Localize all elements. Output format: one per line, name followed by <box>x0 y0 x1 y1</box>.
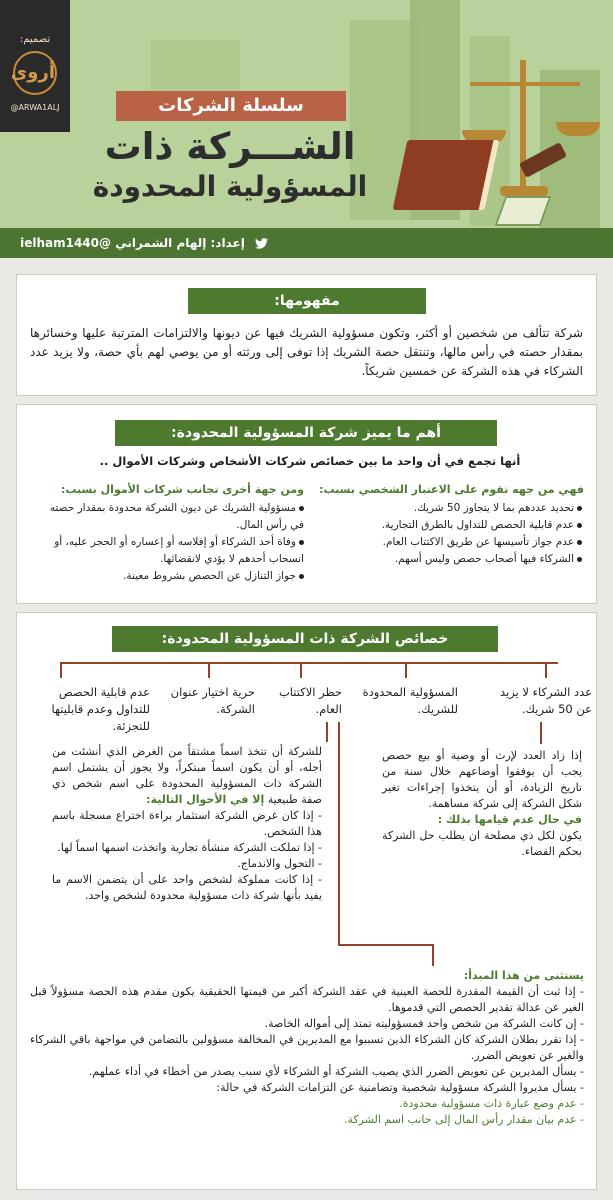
tree-connector <box>338 944 434 946</box>
distinct-right-heading: فهي من جهه تقوم على الاعتبار الشخصي بسبب: <box>319 483 584 496</box>
list-item <box>318 534 582 551</box>
list-item-text: مسؤولية الشريك عن ديون الشركة محدودة بمقدار حصته في رأس المال. <box>49 502 304 531</box>
scale-arm <box>470 82 580 86</box>
designer-badge <box>0 0 70 132</box>
name-block-item: - إذا كان غرض الشركة استثمار براءة اختراع مسجلة باسم هذا الشخص. <box>52 809 322 838</box>
bullet-icon <box>577 557 582 562</box>
exception-item: - إذا تقرر بطلان الشركة كان الشركاء الذين تسببوا مع المديرين في المخالفة مسؤولين بالتضامن في مواجهة باقي الشركاء والغير عن تعويض الضرر. <box>30 1033 584 1062</box>
name-block-item: - إذا كانت مملوكة لشخص واحد على أن يتضمن الاسم ما يفيد بأنها شركة ذات مسؤولية محدودة لشخص واحد. <box>52 873 322 902</box>
series-label: سلسلة الشركات <box>116 91 346 121</box>
list-item <box>318 500 582 517</box>
exception-subitem: - عدم بيان مقدار رأس المال إلى جانب اسم الشركة. <box>343 1113 584 1126</box>
distinct-left-heading: ومن جهة أخرى تجانب شركات الأموال بسبب: <box>60 483 304 496</box>
author-line[interactable] <box>18 232 268 254</box>
scale-base <box>500 186 548 196</box>
count-block-subtext: يكون لكل ذي مصلحة ان يطلب حل الشركة بحكم القضاء. <box>382 829 582 858</box>
features-heading: خصائص الشركة ذات المسؤولية المحدودة: <box>112 626 498 652</box>
concept-heading: مفهومها: <box>188 288 426 314</box>
designer-logo: أروى <box>13 51 57 95</box>
exception-item: - يسأل المديرين عن تعويض الضرر الذي يصيب الشركة أو الشركاء لأي سبب يصدر من أخطاء في أداء عملهم. <box>88 1065 584 1078</box>
tree-connector <box>60 662 62 678</box>
exception-heading: يستثنى من هذا المبدأ: <box>463 969 584 982</box>
distinct-heading: أهم ما يميز شركة المسؤولية المحدودة: <box>115 420 497 446</box>
bullet-icon <box>577 540 582 545</box>
exception-subitem: - عدم وضع عبارة ذات مسؤولية محدودة. <box>399 1097 584 1110</box>
bullet-icon <box>577 523 582 528</box>
distinct-intro: أنها تجمع في أن واحد ما بين خصائص شركات الأشخاص وشركات الأموال .. <box>99 454 521 468</box>
count-block-text: إذا زاد العدد لإرث أو وصية أو بيع حصص يجب أن يوفقوا أوضاعهم خلال سنة من تاريخ الزيادة، أو أن يتخذوا إجراءات تغير شكل الشركة إلى شركة مساهمة. <box>382 749 582 810</box>
feature-partner-count: عدد الشركاء لا يزيد عن 50 شريك. <box>499 685 592 716</box>
tree-connector <box>405 662 407 678</box>
feature-limited-liability: المسؤولية المحدودة للشريك. <box>362 685 458 716</box>
exception-item: - إذا ثبت أن القيمة المقدرة للحصة العينية في عقد الشركة أكبر من قيمتها الحقيقية يكون مقدم هذه الحصة مسؤولاً قبل الغير عن عدالة تقدير الحصص التي قدموها. <box>30 985 584 1014</box>
twitter-icon <box>255 238 268 249</box>
bullet-icon <box>299 540 304 545</box>
list-item-text: جواز التنازل عن الحصص بشروط معينة. <box>123 570 296 582</box>
book-icon <box>393 140 500 210</box>
list-item-text: عدم جواز تأسيسها عن طريق الاكتتاب العام. <box>382 536 574 548</box>
header-banner <box>0 0 613 258</box>
tree-connector <box>545 662 547 678</box>
tree-connector <box>60 662 558 664</box>
page-subtitle: المسؤولية المحدودة <box>92 170 368 203</box>
list-item-text: تحديد عددهم بما لا يتجاوز 50 شريك. <box>413 502 574 514</box>
feature-shares-nontransferable: عدم قابلية الحصص للتداول وعدم قابليتها للتجزئة. <box>51 685 150 733</box>
exception-block <box>30 968 584 1128</box>
name-block-text: للشركة أن تتخذ اسماً مشتقاً من الغرض الذي أنشئت من أجله، أو أن يكون اسماً مبتكراً، ولا يجوز أن يشتمل اسم الشركة ذات المسؤولية المحدودة على اسم شخص ذي صفة طبيعية <box>52 745 322 806</box>
list-item-text: الشركاء فيها أصحاب حصص وليس أسهم. <box>394 553 574 565</box>
list-item-text: عدم قابلية الحصص للتداول بالطرق التجارية. <box>381 519 574 531</box>
list-item <box>34 568 304 585</box>
list-item <box>318 517 582 534</box>
tree-connector <box>326 722 328 742</box>
feature-name-freedom: حرية اختيار عنوان الشركة. <box>170 685 255 716</box>
feature-public-offer-ban: حظر الاكتتاب العام. <box>278 685 342 716</box>
distinct-right-list <box>318 500 582 568</box>
list-item <box>318 551 582 568</box>
name-block <box>52 744 322 904</box>
list-item-text: وفاة أحد الشركاء أو إفلاسه أو إعساره أو الحجر عليه، أو انسحاب أحدهم لا يؤدي لانقضائها. <box>54 536 304 565</box>
count-block <box>382 748 582 860</box>
name-block-item: - التحول والاندماج. <box>237 857 322 870</box>
tree-connector <box>432 944 434 966</box>
name-block-text-tail: إلا في الأحوال التالية: <box>146 793 265 806</box>
concept-text: شركة تتألف من شخصين أو أكثر، وتكون مسؤولية الشريك فيها عن ديونها والالتزامات المترتبة عليها وخسائرها بمقدار حصته في رأس مالها، وتنتقل حصة الشريك إذا توفى إلى ورثته أو من يوصي لهم بأي حصة، ولا يزيد عدد الشركاء في هذه الشركة عن خمسين شريكاً. <box>30 326 583 378</box>
tree-connector <box>208 662 210 678</box>
author-text: إعداد: إلهام الشمراني @ielham1440 <box>20 236 245 250</box>
tree-connector <box>300 662 302 678</box>
bullet-icon <box>577 506 582 511</box>
distinct-left-list <box>34 500 304 585</box>
bullet-icon <box>299 506 304 511</box>
designer-label: تصميم: <box>19 34 51 45</box>
designer-handle[interactable]: @ARWA1ALJ <box>10 103 60 112</box>
list-item <box>34 500 304 534</box>
count-block-subhead: في حال عدم قيامها بذلك : <box>437 813 582 826</box>
name-block-item: - إذا تملكت الشركة منشأة تجارية واتخذت اسمها اسماً لها. <box>57 841 322 854</box>
exception-item: - يسأل مديروا الشركة مسؤولية شخصية وتضامنية عن التزامات الشركة في حالة: <box>216 1081 584 1094</box>
page-title: الشـــركة ذات <box>104 125 356 168</box>
tree-connector <box>338 722 340 944</box>
exception-item: - إن كانت الشركة من شخص واحد فمسؤوليته تمتد إلى أمواله الخاصة. <box>264 1017 584 1030</box>
bullet-icon <box>299 574 304 579</box>
tree-connector <box>540 722 542 744</box>
list-item <box>34 534 304 568</box>
